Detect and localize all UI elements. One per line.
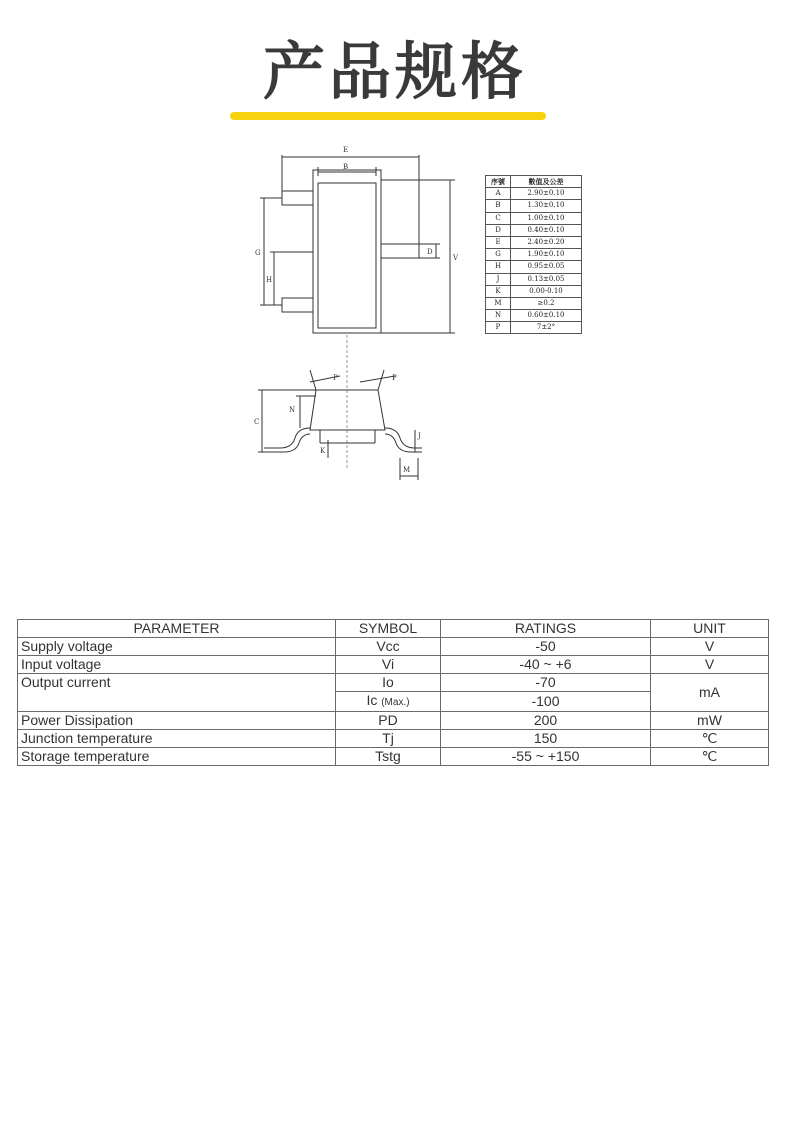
page-title: 产品规格 — [262, 35, 527, 108]
spec-row — [486, 224, 582, 236]
unit-cell: ℃ — [651, 730, 769, 748]
symbol-cell: Vcc — [336, 638, 441, 656]
dim-label-v: V — [453, 254, 459, 262]
dim-label-j: J — [418, 432, 421, 440]
spec-value: 0.40±0.10 — [511, 224, 582, 236]
symbol-main: Ic — [366, 692, 378, 708]
spec-value: 2.90±0.10 — [511, 188, 582, 200]
symbol-cell: Io — [336, 674, 441, 692]
spec-value: ≥0.2 — [511, 297, 582, 309]
spec-header-index: 序號 — [486, 176, 511, 188]
ratings-header-ratings: RATINGS — [441, 620, 651, 638]
table-row — [18, 730, 769, 748]
spec-key: J — [486, 273, 511, 285]
parameter-cell: Supply voltage — [18, 638, 336, 656]
symbol-subscript: (Max.) — [381, 697, 410, 708]
rating-cell: -50 — [441, 638, 651, 656]
spec-key: N — [486, 310, 511, 322]
spec-row — [486, 297, 582, 309]
ratings-header-unit: UNIT — [651, 620, 769, 638]
spec-header-value: 數值及公差 — [511, 176, 582, 188]
ratings-header-parameter: PARAMETER — [18, 620, 336, 638]
dim-label-d: D — [427, 248, 433, 256]
dim-label-g: G — [255, 249, 261, 257]
symbol-cell — [336, 692, 441, 712]
lead-right — [381, 244, 419, 258]
dim-label-h: H — [266, 276, 273, 284]
parameter-cell: Input voltage — [18, 656, 336, 674]
parameter-cell: Storage temperature — [18, 748, 336, 766]
table-row — [18, 638, 769, 656]
symbol-cell: Tj — [336, 730, 441, 748]
rating-cell: -100 — [441, 692, 651, 712]
spec-key: D — [486, 224, 511, 236]
lead-left-top — [282, 191, 313, 205]
dim-label-k: K — [320, 447, 326, 455]
spec-key: B — [486, 200, 511, 212]
spec-value: 1.30±0.10 — [511, 200, 582, 212]
spec-row — [486, 273, 582, 285]
spec-row — [486, 322, 582, 334]
spec-key: K — [486, 285, 511, 297]
dim-label-p-left: P — [333, 374, 338, 382]
spec-key: P — [486, 322, 511, 334]
unit-cell: V — [651, 656, 769, 674]
spec-row — [486, 261, 582, 273]
spec-row — [486, 212, 582, 224]
body-outline — [313, 170, 381, 333]
spec-value: 7±2° — [511, 322, 582, 334]
dim-label-n: N — [289, 406, 296, 414]
spec-row — [486, 188, 582, 200]
parameter-cell: Junction temperature — [18, 730, 336, 748]
spec-row — [486, 200, 582, 212]
spec-key: A — [486, 188, 511, 200]
rating-cell: -70 — [441, 674, 651, 692]
rating-cell: 200 — [441, 712, 651, 730]
dim-label-e: E — [343, 146, 349, 154]
spec-row — [486, 249, 582, 261]
spec-value: 0.95±0.05 — [511, 261, 582, 273]
symbol-cell: Vi — [336, 656, 441, 674]
spec-key: G — [486, 249, 511, 261]
spec-key: M — [486, 297, 511, 309]
parameter-cell: Output current — [18, 674, 336, 712]
spec-value: 1.90±0.10 — [511, 249, 582, 261]
table-row — [18, 712, 769, 730]
absolute-ratings-table — [17, 619, 769, 766]
spec-row — [486, 285, 582, 297]
rating-cell: -55 ~ +150 — [441, 748, 651, 766]
spec-value: 0.00-0.10 — [511, 285, 582, 297]
unit-cell: ℃ — [651, 748, 769, 766]
table-row — [18, 748, 769, 766]
spec-value: 0.13±0.05 — [511, 273, 582, 285]
dim-label-b: B — [343, 163, 349, 171]
unit-cell: V — [651, 638, 769, 656]
table-row — [18, 674, 769, 692]
title-underline — [230, 112, 546, 120]
spec-value: 1.00±0.10 — [511, 212, 582, 224]
table-row — [18, 656, 769, 674]
spec-key: E — [486, 236, 511, 248]
rating-cell: 150 — [441, 730, 651, 748]
symbol-cell: PD — [336, 712, 441, 730]
spec-value: 0.60±0.10 — [511, 310, 582, 322]
spec-value: 2.40±0.20 — [511, 236, 582, 248]
spec-row — [486, 236, 582, 248]
dimension-spec-table — [485, 175, 582, 334]
unit-cell: mA — [651, 674, 769, 712]
ratings-header-symbol: SYMBOL — [336, 620, 441, 638]
parameter-cell: Power Dissipation — [18, 712, 336, 730]
symbol-cell: Tstg — [336, 748, 441, 766]
unit-cell: mW — [651, 712, 769, 730]
rating-cell: -40 ~ +6 — [441, 656, 651, 674]
dim-label-p-right: P — [392, 374, 397, 382]
spec-key: C — [486, 212, 511, 224]
dim-label-m: M — [403, 466, 411, 474]
spec-key: H — [486, 261, 511, 273]
dim-label-c: C — [254, 418, 260, 426]
spec-row — [486, 310, 582, 322]
body-inner-outline — [318, 183, 376, 328]
lead-left-bottom — [282, 298, 313, 312]
